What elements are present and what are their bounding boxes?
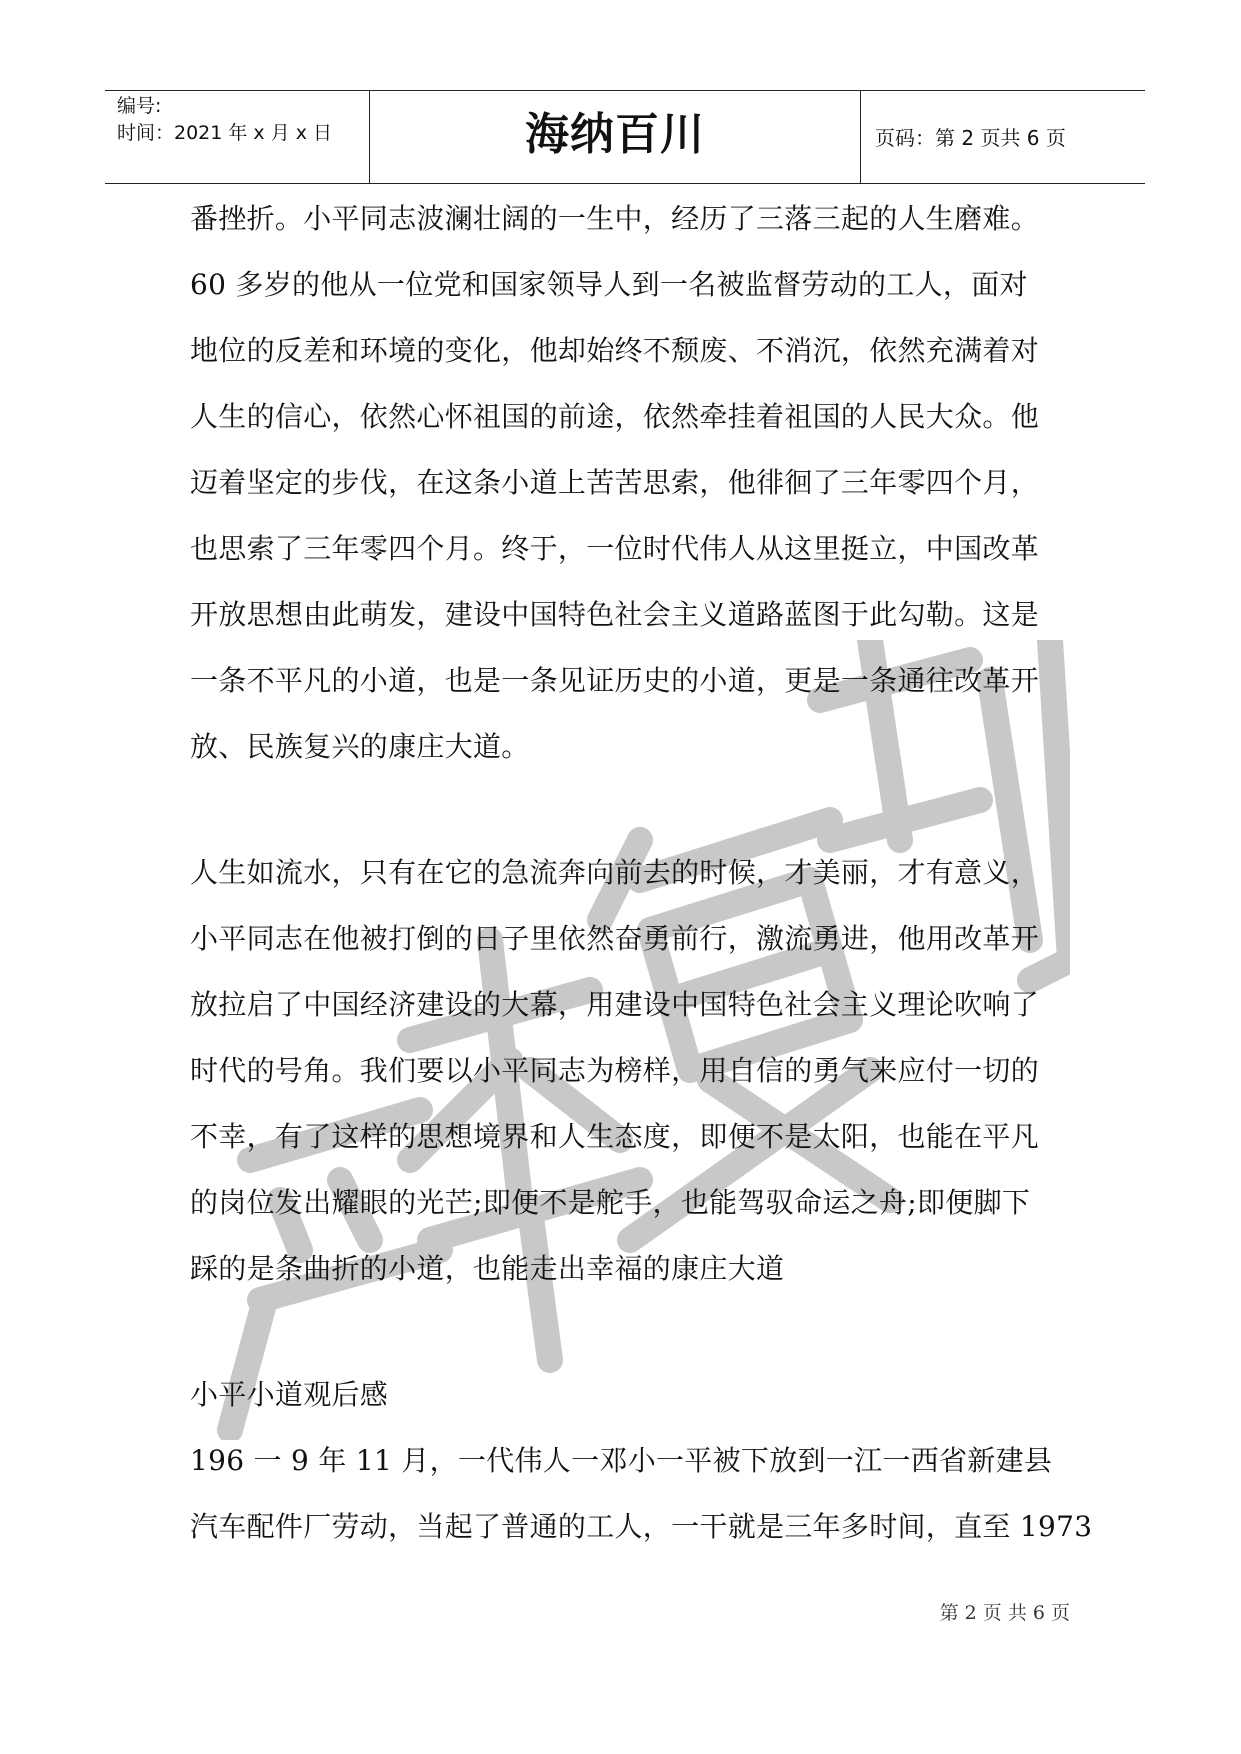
page-footer: 第 2 页 共 6 页 [939, 1602, 1070, 1624]
header-meta-cell [105, 91, 369, 183]
text-line: 60 多岁的他从一位党和国家领导人到一名被监督劳动的工人，面对 [190, 268, 1028, 301]
document-body [190, 190, 1093, 1564]
text-line: 小平同志在他被打倒的日子里依然奋勇前行，激流勇进，他用改革开 [190, 922, 1040, 955]
text-line: 也思索了三年零四个月。终于，一位时代伟人从这里挺立，中国改革 [190, 532, 1040, 565]
text-line: 放拉启了中国经济建设的大幕，用建设中国特色社会主义理论吹响了 [190, 988, 1040, 1021]
text-line: 196 一 9 年 11 月，一代伟人一邓小一平被下放到一江一西省新建县 [190, 1444, 1053, 1477]
text-line: 一条不平凡的小道，也是一条见证历史的小道，更是一条通往改革开 [190, 664, 1040, 697]
paragraph-1 [190, 190, 1070, 784]
header-brand-cell [369, 91, 861, 183]
text-line: 放、民族复兴的康庄大道。 [190, 730, 530, 763]
text-line: 迈着坚定的步伐，在这条小道上苦苦思索，他徘徊了三年零四个月， [190, 466, 1040, 499]
text-line: 时代的号角。我们要以小平同志为榜样，用自信的勇气来应付一切的 [190, 1054, 1040, 1087]
document-number-label: 编号: [117, 95, 162, 117]
header-page-code: 页码：第 2 页共 6 页 [875, 126, 1066, 150]
paragraph-2 [190, 844, 1070, 1306]
document-header [105, 90, 1145, 184]
document-time-label: 时间：2021 年 x 月 x 日 [117, 122, 333, 144]
paragraph-3 [190, 1432, 1093, 1564]
text-line: 踩的是条曲折的小道，也能走出幸福的康庄大道 [190, 1252, 785, 1285]
paragraph-gap [190, 1306, 1070, 1366]
text-line: 汽车配件厂劳动，当起了普通的工人，一干就是三年多时间，直至 1973 [190, 1510, 1093, 1543]
paragraph-gap [190, 784, 1070, 844]
text-line: 人生如流水，只有在它的急流奔向前去的时候，才美丽，才有意义， [190, 856, 1040, 889]
section-title: 小平小道观后感 [190, 1378, 389, 1411]
header-page-cell [861, 91, 1145, 183]
brand-title: 海纳百川 [525, 109, 705, 160]
text-line: 开放思想由此萌发，建设中国特色社会主义道路蓝图于此勾勒。这是 [190, 598, 1040, 631]
text-line: 的岗位发出耀眼的光芒;即便不是舵手，也能驾驭命运之舟;即便脚下 [190, 1186, 1031, 1219]
text-line: 番挫折。小平同志波澜壮阔的一生中，经历了三落三起的人生磨难。 [190, 202, 1040, 235]
text-line: 不幸，有了这样的思想境界和人生态度，即便不是太阳，也能在平凡 [190, 1120, 1040, 1153]
text-line: 人生的信心，依然心怀祖国的前途，依然牵挂着祖国的人民大众。他 [190, 400, 1040, 433]
text-line: 地位的反差和环境的变化，他却始终不颓废、不消沉，依然充满着对 [190, 334, 1040, 367]
